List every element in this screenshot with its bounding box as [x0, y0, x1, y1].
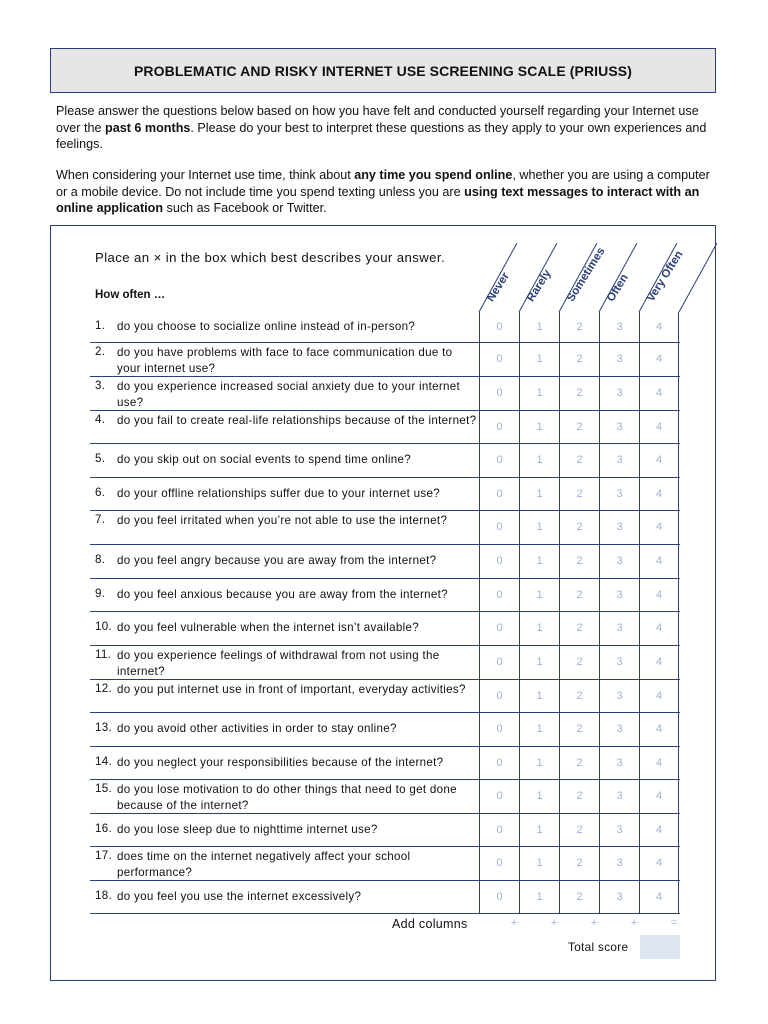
- intro-emphasis: using text messages to interact with an online application: [56, 184, 700, 215]
- question-number: 5.: [95, 452, 106, 465]
- question-row: [90, 510, 680, 545]
- intro-text: . Please do your best to interpret these questions as they apply to your own experiences and feelings.: [56, 120, 707, 151]
- answer-cell-sometimes[interactable]: 2: [559, 645, 599, 679]
- answer-cell-sometimes[interactable]: 2: [559, 846, 599, 880]
- question-row: [90, 880, 680, 914]
- question-text: do you have problems with face to face communication due to your internet use?: [117, 346, 453, 375]
- answer-cell-often[interactable]: 3: [599, 611, 639, 645]
- answer-cell-often[interactable]: 3: [599, 376, 639, 410]
- answer-cell-very-often[interactable]: 4: [639, 880, 679, 913]
- add-symbol: +: [630, 917, 638, 929]
- answer-cell-often[interactable]: 3: [599, 813, 639, 846]
- question-row: [90, 410, 680, 444]
- answer-cell-often[interactable]: 3: [599, 645, 639, 679]
- answer-cell-rarely[interactable]: 1: [519, 746, 559, 779]
- question-number: 7.: [95, 513, 106, 526]
- answer-cell-often[interactable]: 3: [599, 779, 639, 813]
- answer-cell-often[interactable]: 3: [599, 410, 639, 443]
- answer-cell-rarely[interactable]: 1: [519, 410, 559, 443]
- answer-cell-rarely[interactable]: 1: [519, 645, 559, 679]
- answer-cell-sometimes[interactable]: 2: [559, 477, 599, 510]
- question-number: 9.: [95, 586, 106, 600]
- answer-cell-rarely[interactable]: 1: [519, 679, 559, 712]
- answer-cell-often[interactable]: 3: [599, 477, 639, 510]
- answer-cell-never[interactable]: 0: [479, 443, 519, 477]
- question-number: 4.: [95, 413, 106, 426]
- question-row: [90, 342, 680, 377]
- answer-cell-very-often[interactable]: 4: [639, 544, 679, 578]
- answer-cell-often[interactable]: 3: [599, 544, 639, 578]
- question-row: [90, 443, 680, 478]
- question-number: 2.: [95, 345, 106, 358]
- intro-text: , whether you are using a computer or a mobile device. Do not include time you spend texting unless you are: [56, 168, 710, 199]
- question-text: do you choose to socialize online instead of in-person?: [117, 320, 416, 333]
- answer-cell-never[interactable]: 0: [479, 880, 519, 913]
- answer-cell-rarely[interactable]: 1: [519, 578, 559, 611]
- question-number: 17.: [95, 849, 113, 862]
- question-text: do you neglect your responsibilities because of the internet?: [117, 755, 444, 769]
- answer-cell-often[interactable]: 3: [599, 443, 639, 477]
- question-row: [90, 846, 680, 881]
- answer-cell-often[interactable]: 3: [599, 846, 639, 880]
- answer-cell-often[interactable]: 3: [599, 679, 639, 712]
- answer-cell-sometimes[interactable]: 2: [559, 611, 599, 645]
- intro-emphasis: past 6 months: [105, 120, 191, 135]
- question-row: [90, 312, 680, 343]
- answer-cell-sometimes[interactable]: 2: [559, 679, 599, 712]
- question-number: 16.: [95, 821, 113, 835]
- question-text: do you feel you use the internet excessively?: [117, 889, 362, 903]
- column-header-often: Often: [604, 272, 631, 304]
- question-number: 18.: [95, 888, 113, 902]
- answer-cell-never[interactable]: 0: [479, 846, 519, 880]
- answer-cell-never[interactable]: 0: [479, 544, 519, 578]
- answer-cell-often[interactable]: 3: [599, 578, 639, 611]
- question-text: do you feel irritated when you’re not able to use the internet?: [117, 514, 448, 527]
- question-number: 8.: [95, 553, 106, 566]
- answer-cell-very-often[interactable]: 4: [639, 712, 679, 746]
- answer-cell-very-often[interactable]: 4: [639, 813, 679, 846]
- question-number: 13.: [95, 721, 113, 734]
- answer-cell-rarely[interactable]: 1: [519, 813, 559, 846]
- total-score-label: Total score: [568, 940, 629, 954]
- answer-cell-never[interactable]: 0: [479, 712, 519, 746]
- question-row: [90, 376, 680, 411]
- answer-cell-often[interactable]: 3: [599, 342, 639, 376]
- answer-cell-rarely[interactable]: 1: [519, 443, 559, 477]
- question-row: [90, 679, 680, 713]
- answer-cell-never[interactable]: 0: [479, 813, 519, 846]
- answer-cell-sometimes[interactable]: 2: [559, 880, 599, 913]
- answer-cell-rarely[interactable]: 1: [519, 544, 559, 578]
- answer-cell-sometimes[interactable]: 2: [559, 443, 599, 477]
- answer-cell-sometimes[interactable]: 2: [559, 578, 599, 611]
- question-text: do you feel anxious because you are away from the internet?: [117, 587, 448, 601]
- question-text: do you experience increased social anxiety due to your internet use?: [117, 380, 461, 409]
- column-header-rarely: Rarely: [524, 267, 554, 304]
- answer-cell-never[interactable]: 0: [479, 779, 519, 813]
- answer-cell-never[interactable]: 0: [479, 645, 519, 679]
- question-text: do you avoid other activities in order to stay online?: [117, 722, 397, 735]
- answer-cell-never[interactable]: 0: [479, 611, 519, 645]
- answer-cell-often[interactable]: 3: [599, 880, 639, 913]
- question-number: 1.: [95, 319, 106, 332]
- answer-cell-never[interactable]: 0: [479, 342, 519, 376]
- answer-cell-never[interactable]: 0: [479, 312, 519, 342]
- answer-cell-very-often[interactable]: 4: [639, 376, 679, 410]
- column-header-very-often: Very Often: [644, 248, 686, 304]
- question-text: do you lose sleep due to nighttime internet use?: [117, 822, 378, 836]
- answer-cell-very-often[interactable]: 4: [639, 779, 679, 813]
- column-header-sometimes: Sometimes: [564, 245, 608, 304]
- answer-cell-very-often[interactable]: 4: [639, 342, 679, 376]
- answer-cell-sometimes[interactable]: 2: [559, 312, 599, 342]
- question-row: [90, 746, 680, 780]
- answer-cell-sometimes[interactable]: 2: [559, 544, 599, 578]
- answer-cell-sometimes[interactable]: 2: [559, 342, 599, 376]
- how-often-label: How often …: [95, 289, 166, 301]
- answer-cell-never[interactable]: 0: [479, 510, 519, 544]
- question-row: [90, 477, 680, 511]
- question-row: [90, 578, 680, 612]
- question-text: do you skip out on social events to spend time online?: [117, 453, 411, 466]
- answer-cell-sometimes[interactable]: 2: [559, 813, 599, 846]
- question-text: do you experience feelings of withdrawal from not using the internet?: [117, 649, 440, 678]
- answer-cell-very-often[interactable]: 4: [639, 578, 679, 611]
- answer-cell-rarely[interactable]: 1: [519, 779, 559, 813]
- question-row: [90, 611, 680, 646]
- title-text: PROBLEMATIC AND RISKY INTERNET USE SCREENING SCALE (PRIUSS): [133, 62, 632, 79]
- question-row: [90, 712, 680, 747]
- answer-cell-rarely[interactable]: 1: [519, 376, 559, 410]
- instruction-text: Place an × in the box which best describes your answer.: [95, 250, 446, 265]
- question-text: do you fail to create real-life relationships because of the internet?: [117, 414, 477, 427]
- question-row: [90, 544, 680, 579]
- answer-cell-rarely[interactable]: 1: [519, 510, 559, 544]
- question-number: 3.: [95, 379, 106, 392]
- answer-cell-rarely[interactable]: 1: [519, 611, 559, 645]
- answer-cell-never[interactable]: 0: [479, 578, 519, 611]
- question-number: 14.: [95, 754, 113, 768]
- answer-cell-very-often[interactable]: 4: [639, 477, 679, 510]
- answer-cell-sometimes[interactable]: 2: [559, 746, 599, 779]
- answer-cell-sometimes[interactable]: 2: [559, 410, 599, 443]
- answer-cell-sometimes[interactable]: 2: [559, 376, 599, 410]
- answer-cell-rarely[interactable]: 1: [519, 712, 559, 746]
- question-row: [90, 813, 680, 847]
- answer-cell-very-often[interactable]: 4: [639, 611, 679, 645]
- add-columns-label: Add columns: [392, 917, 468, 931]
- intro-text: such as Facebook or Twitter.: [163, 201, 327, 215]
- question-text: do your offline relationships suffer due to your internet use?: [117, 486, 441, 500]
- intro-text: When considering your Internet use time, think about: [56, 168, 355, 182]
- question-text: do you lose motivation to do other things that need to get done because of the internet?: [117, 783, 457, 812]
- answer-cell-very-often[interactable]: 4: [639, 846, 679, 880]
- answer-cell-rarely[interactable]: 1: [519, 342, 559, 376]
- answer-cell-rarely[interactable]: 1: [519, 312, 559, 342]
- intro-emphasis: any time you spend online: [354, 168, 513, 182]
- answer-cell-very-often[interactable]: 4: [639, 679, 679, 712]
- question-number: 10.: [95, 620, 113, 633]
- question-number: 6.: [95, 485, 106, 499]
- question-text: do you feel angry because you are away from the internet?: [117, 554, 437, 567]
- column-header-never: Never: [484, 270, 512, 304]
- answer-cell-never[interactable]: 0: [479, 477, 519, 510]
- answer-cell-very-often[interactable]: 4: [639, 510, 679, 544]
- total-score-box[interactable]: [640, 935, 680, 959]
- question-text: do you feel vulnerable when the internet isn’t available?: [117, 621, 419, 634]
- question-text: does time on the internet negatively affect your school performance?: [117, 850, 411, 879]
- question-text: do you put internet use in front of important, everyday activities?: [117, 683, 466, 696]
- question-number: 11.: [95, 648, 112, 661]
- add-symbol: =: [670, 917, 678, 929]
- question-row: [90, 645, 680, 680]
- answer-cell-often[interactable]: 3: [599, 510, 639, 544]
- answer-cell-never[interactable]: 0: [479, 410, 519, 443]
- question-number: 15.: [95, 782, 113, 795]
- intro-text: Please answer the questions below based on how you have felt and conducted yourself regarding your Internet use over the: [56, 104, 699, 135]
- answer-cell-very-often[interactable]: 4: [639, 312, 679, 342]
- answer-cell-sometimes[interactable]: 2: [559, 510, 599, 544]
- answer-cell-never[interactable]: 0: [479, 746, 519, 779]
- answer-cell-rarely[interactable]: 1: [519, 880, 559, 913]
- answer-cell-sometimes[interactable]: 2: [559, 712, 599, 746]
- question-number: 12.: [95, 682, 113, 695]
- answer-cell-often[interactable]: 3: [599, 712, 639, 746]
- answer-cell-sometimes[interactable]: 2: [559, 779, 599, 813]
- answer-cell-rarely[interactable]: 1: [519, 846, 559, 880]
- answer-cell-very-often[interactable]: 4: [639, 410, 679, 443]
- add-symbol: +: [590, 917, 598, 929]
- question-row: [90, 779, 680, 814]
- answer-cell-never[interactable]: 0: [479, 376, 519, 410]
- answer-cell-rarely[interactable]: 1: [519, 477, 559, 510]
- add-symbol: +: [550, 917, 558, 929]
- answer-cell-very-often[interactable]: 4: [639, 746, 679, 779]
- answer-cell-never[interactable]: 0: [479, 679, 519, 712]
- add-symbol: +: [510, 917, 518, 929]
- answer-cell-very-often[interactable]: 4: [639, 443, 679, 477]
- answer-cell-often[interactable]: 3: [599, 312, 639, 342]
- answer-cell-very-often[interactable]: 4: [639, 645, 679, 679]
- answer-cell-often[interactable]: 3: [599, 746, 639, 779]
- header-divider-line: [679, 243, 717, 312]
